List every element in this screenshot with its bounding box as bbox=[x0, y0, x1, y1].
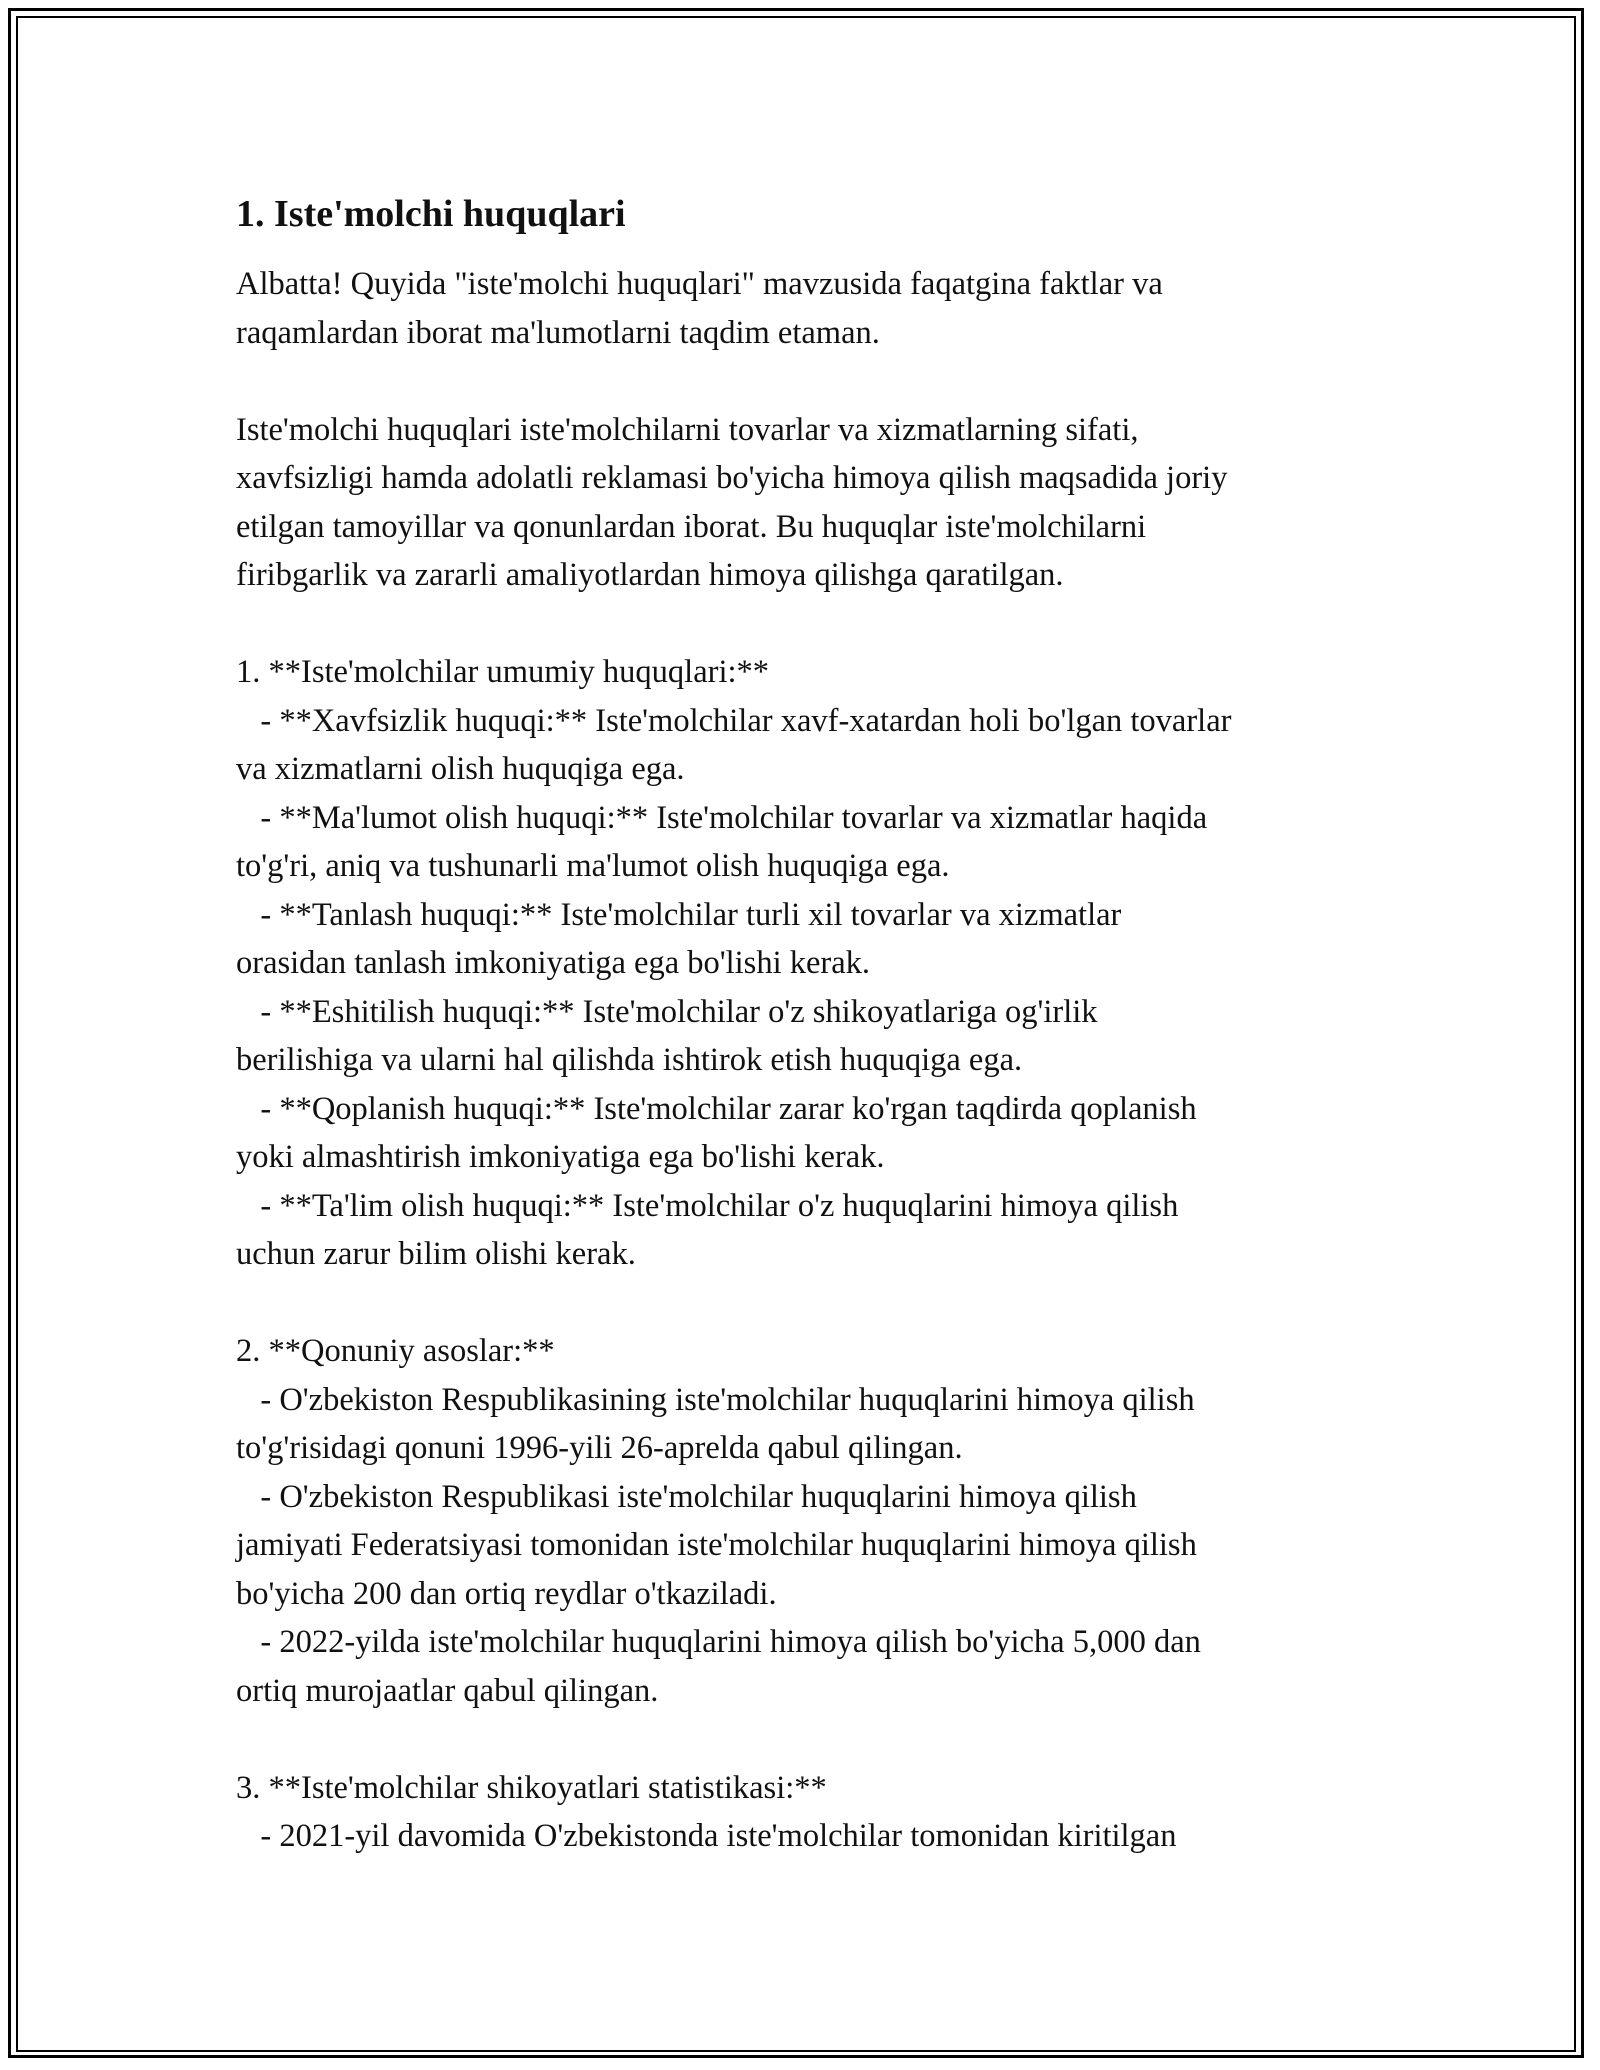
document-title: 1. Iste'molchi huquqlari bbox=[236, 193, 626, 235]
document-content bbox=[236, 190, 1376, 1861]
document-body: Albatta! Quyida "iste'molchi huquqlari" mavzusida faqatgina faktlar va raqamlardan iborat ma'lumotlarni taqdim etaman. Iste'molchi huquqlari iste'molchilarni tovarlar va xizmatlarning sifati, xavfsizligi hamda adolatli reklamasi bo'yicha himoya qilish maqsadida joriy etilgan tamoyillar va qonunlardan iborat. Bu huquqlar iste'molchilarni firibgarlik va zararli amaliyotlardan himoya qilishga qaratilgan. 1. **Iste'molchilar umumiy huquqlari:** - **Xavfsizlik huquqi:** Iste'molchilar xavf-xatardan holi bo'lgan tovarlar va xizmatlarni olish huquqiga ega. - **Ma'lumot olish huquqi:** Iste'molchilar tovarlar va xizmatlar haqida to'g'ri, aniq va tushunarli ma'lumot olish huquqiga ega. - **Tanlash huquqi:** Iste'molchilar turli xil tovarlar va xizmatlar orasidan tanlash imkoniyatiga ega bo'lishi kerak. - **Eshitilish huquqi:** Iste'molchilar o'z shikoyatlariga og'irlik berilishiga va ularni hal qilishda ishtirok etish huquqiga ega. - **Qoplanish huquqi:** Iste'molchilar zarar ko'rgan taqdirda qoplanish yoki almashtirish imkoniyatiga ega bo'lishi kerak. - **Ta'lim olish huquqi:** Iste'molchilar o'z huquqlarini himoya qilish uchun zarur bilim olishi kerak. 2. **Qonuniy asoslar:** - O'zbekiston Respublikasining iste'molchilar huquqlarini himoya qilish to'g'risidagi qonuni 1996-yili 26-aprelda qabul qilingan. - O'zbekiston Respublikasi iste'molchilar huquqlarini himoya qilish jamiyati Federatsiyasi tomonidan iste'molchilar huquqlarini himoya qilish bo'yicha 200 dan ortiq reydlar o'tkaziladi. - 2022-yilda iste'molchilar huquqlarini himoya qilish bo'yicha 5,000 dan ortiq murojaatlar qabul qilingan. 3. **Iste'molchilar shikoyatlari statistikasi:** - 2021-yil davomida O'zbekistonda iste'molchilar tomonidan kiritilgan bbox=[236, 266, 1232, 1854]
